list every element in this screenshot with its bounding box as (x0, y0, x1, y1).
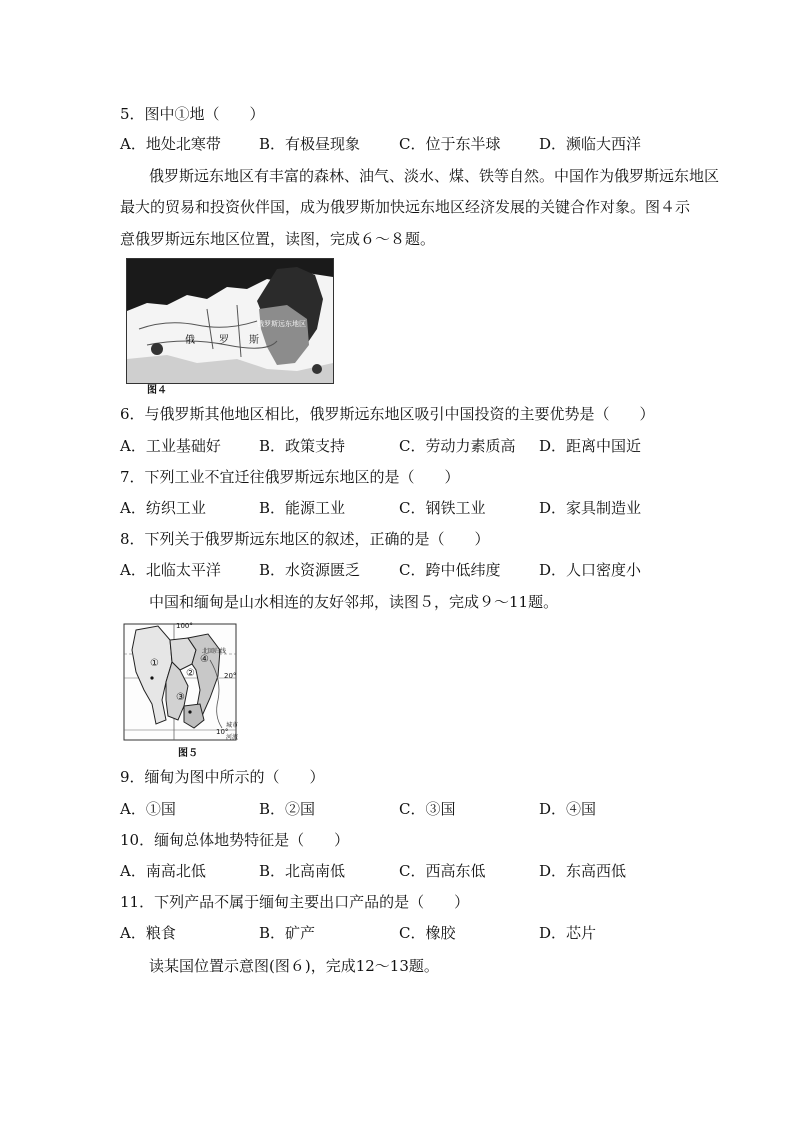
question-8-option-b[interactable]: B．水资源匮乏 (259, 561, 361, 579)
passage-1-line-1: 俄罗斯远东地区有丰富的森林、油气、淡水、煤、铁等自然。中国作为俄罗斯远东地区 (149, 167, 720, 185)
question-11-option-c[interactable]: C．橡胶 (399, 924, 456, 942)
question-9-option-d[interactable]: D．④国 (539, 800, 597, 818)
question-10-option-b[interactable]: B．北高南低 (259, 862, 346, 880)
question-6-stem: 6．与俄罗斯其他地区相比，俄罗斯远东地区吸引中国投资的主要优势是（ ） (120, 405, 655, 423)
question-8-option-d[interactable]: D．人口密度小 (539, 561, 642, 579)
figure-5-myanmar-map (122, 620, 238, 744)
question-9-stem: 9．缅甸为图中所示的（ ） (120, 768, 325, 786)
passage-1-line-3: 意俄罗斯远东地区位置，读图，完成６～８题。 (120, 230, 436, 248)
question-5-option-a[interactable]: A．地处北寒带 (120, 135, 221, 153)
map-label-10-degree: 10° (216, 728, 229, 736)
question-10-option-a[interactable]: A．南高北低 (120, 862, 206, 880)
question-11-option-a[interactable]: A．粮食 (120, 924, 176, 942)
map-label-luo: 罗 (219, 335, 229, 346)
question-7-option-d[interactable]: D．家具制造业 (539, 499, 642, 517)
question-10-stem: 10．缅甸总体地势特征是（ ） (120, 831, 350, 849)
passage-2-line-1: 中国和缅甸是山水相连的友好邻邦，读图５，完成９～11题。 (149, 593, 559, 611)
map-label-circle-2: ② (186, 668, 195, 679)
figure-4-russia-map (126, 258, 334, 384)
question-8-option-c[interactable]: C．跨中低纬度 (399, 561, 501, 579)
question-7-stem: 7．下列工业不宜迁往俄罗斯远东地区的是（ ） (120, 468, 460, 486)
question-7-option-c[interactable]: C．钢铁工业 (399, 499, 486, 517)
map-label-e: 俄 (185, 335, 195, 346)
question-5-option-c[interactable]: C．位于东半球 (399, 135, 501, 153)
map-label-si: 斯 (249, 335, 259, 346)
question-6-option-a[interactable]: A．工业基础好 (120, 437, 221, 455)
legend-river: 河流 (226, 734, 238, 741)
figure-5-caption: 图５ (178, 748, 198, 759)
question-6-option-d[interactable]: D．距离中国近 (539, 437, 642, 455)
question-11-stem: 11．下列产品不属于缅甸主要出口产品的是（ ） (120, 893, 470, 911)
map-label-far-east: 俄罗斯远东地区 (257, 320, 306, 328)
question-11-option-d[interactable]: D．芯片 (539, 924, 597, 942)
map-label-20-degree: 20° (224, 672, 237, 680)
question-11-option-b[interactable]: B．矿产 (259, 924, 316, 942)
question-8-option-a[interactable]: A．北临太平洋 (120, 561, 221, 579)
map-label-tropic-of-cancer: 北回归线 (202, 648, 227, 655)
question-5-stem: 5．图中①地（ ） (120, 105, 265, 123)
question-9-option-b[interactable]: B．②国 (259, 800, 316, 818)
question-6-option-b[interactable]: B．政策支持 (259, 437, 346, 455)
question-5-option-b[interactable]: B．有极昼现象 (259, 135, 361, 153)
question-7-option-b[interactable]: B．能源工业 (259, 499, 346, 517)
passage-3-line-1: 读某国位置示意图(图６)，完成12～13题。 (149, 957, 439, 975)
question-6-option-c[interactable]: C．劳动力素质高 (399, 437, 516, 455)
passage-1-line-2: 最大的贸易和投资伙伴国，成为俄罗斯加快远东地区经济发展的关键合作对象。图４示 (120, 198, 691, 216)
map-label-circle-1: ① (150, 658, 159, 669)
map-label-circle-3: ③ (176, 692, 185, 703)
figure-4-caption: 图４ (147, 385, 167, 396)
legend-city: 城市 (226, 722, 238, 729)
question-10-option-c[interactable]: C．西高东低 (399, 862, 486, 880)
map-label-100-degree: 100° (176, 622, 193, 630)
myanmar-map-graphic (122, 620, 238, 744)
question-8-stem: 8．下列关于俄罗斯远东地区的叙述，正确的是（ ） (120, 530, 490, 548)
question-9-option-a[interactable]: A．①国 (120, 800, 176, 818)
map-label-circle-4: ④ (200, 654, 209, 665)
question-7-option-a[interactable]: A．纺织工业 (120, 499, 206, 517)
question-5-option-d[interactable]: D．濒临大西洋 (539, 135, 642, 153)
question-10-option-d[interactable]: D．东高西低 (539, 862, 627, 880)
question-9-option-c[interactable]: C．③国 (399, 800, 456, 818)
